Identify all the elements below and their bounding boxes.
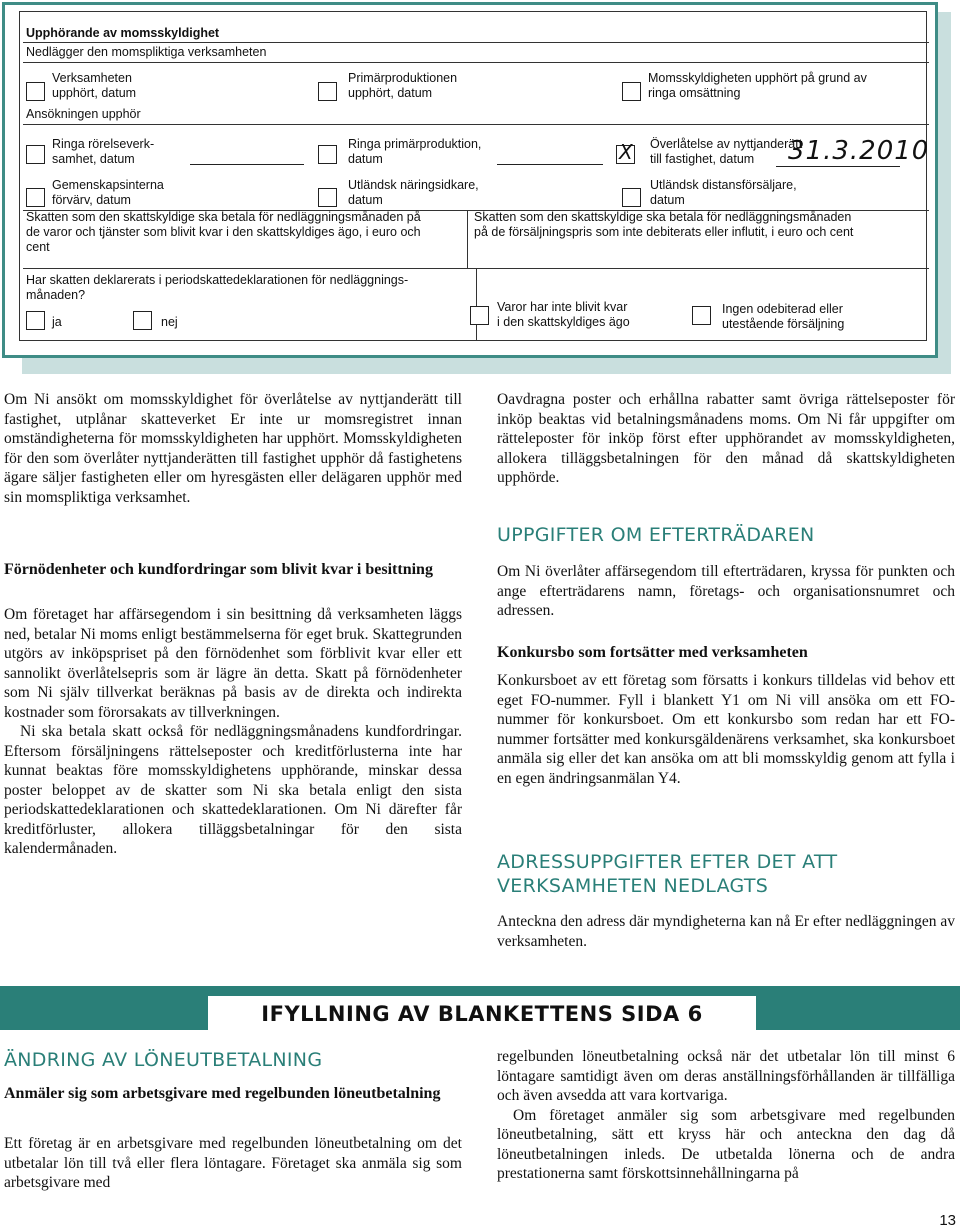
right-column-2 — [497, 562, 955, 621]
ringa-omsattning-checkbox[interactable] — [622, 82, 641, 101]
overlatelse-label: Överlåtelse av nyttjanderätt till fastighet, datum — [650, 137, 803, 166]
varor-kvar-checkbox[interactable] — [470, 306, 489, 325]
right-column-3 — [497, 671, 955, 788]
loneutbetalning-heading: ÄNDRING AV LÖNEUTBETALNING — [4, 1049, 323, 1071]
bottom-right-paragraph-2: Om företaget anmäler sig som arbetsgivare med regelbunden löneutbetalning, sätt ett kryss här och anteckna den dag då löneutbetalningen inleds. De utbetalda lönerna och de andra prestationerna samt förskottsinnehållningarna på — [497, 1106, 955, 1182]
ja-checkbox[interactable] — [26, 311, 45, 330]
left-paragraph-3: Ni ska betala skatt också för nedläggningsmånadens kundfordringar. Eftersom försäljningens rättelseposter och kreditförlusterna inte har kunnat beaktas före momsskyldighetens upphörande, minskar dessa poster beloppet av de skatter som Ni ska betala enligt den sista periodskattedeklarationen och skattedeklarationen. Om Ni därefter får kreditförluster, allokera tilläggsbetalningar för den sista kalendermånaden. — [4, 723, 462, 857]
successor-heading: UPPGIFTER OM EFTERTRÄDAREN — [497, 524, 815, 546]
right-paragraph-3: Konkursboet av ett företag som försatts i konkurs tilldelas vid behov ett eget FO-nummer. Fyll i blankett Y1 om Ni vill ansöka om ett FO-nummer för konkursboet. Om ett konkursbo som redan har ett FO-nummer fortsätter med konkursgäldenärens verksamhet, ska konkursboet anmäla sig eller det kan ansöka om att bli momsskyldig genom att fylla i en egen ändringsanmälan Y4. — [497, 672, 955, 787]
bottom-left-column — [4, 1134, 462, 1193]
form-divider — [23, 42, 929, 43]
ringa-rorelse-checkbox[interactable] — [26, 145, 45, 164]
ringa-omsattning-label: Momsskyldigheten upphört på grund av ringa omsättning — [648, 71, 867, 100]
skatten-fors-label: Skatten som den skattskyldige ska betala för nedläggningsmånaden på de försäljningspris som inte debiterats eller influtit, i euro och cent — [474, 210, 854, 239]
nej-label: nej — [161, 315, 178, 329]
utlandsk-naring-checkbox[interactable] — [318, 188, 337, 207]
bottom-right-column — [497, 1047, 955, 1184]
primarproduktionen-checkbox[interactable] — [318, 82, 337, 101]
utlandsk-distans-checkbox[interactable] — [622, 188, 641, 207]
form-divider — [476, 268, 477, 340]
utlandsk-naring-label: Utländsk näringsidkare, datum — [348, 178, 479, 207]
left-paragraph-2: Om företaget har affärsegendom i sin besittning då verksamheten läggs ned, betalar Ni moms enligt bestämmelserna för eget bruk. Skattegrunden utgörs av inköpspriset på den förnödenhet som förblivit kvar eller ett sannolikt överlåtelsepris som är lägre än detta. Skatt på förnödenheter som Ni själv tillverkat beräknas på basis av de direkta och indirekta kostnader som förorsakats av tillverkningen. — [4, 606, 462, 721]
ringa-primar-checkbox[interactable] — [318, 145, 337, 164]
ansokningen-label: Ansökningen upphör — [26, 107, 141, 121]
arbetsgivare-subheading: Anmäler sig som arbetsgivare med regelbunden löneutbetalning — [4, 1085, 441, 1102]
right-column-4 — [497, 912, 955, 951]
overlatelse-date-value: 31.3.2010 — [788, 136, 930, 166]
left-heading: Förnödenheter och kundfordringar som blivit kvar i besittning — [4, 561, 433, 578]
address-heading: ADRESSUPPGIFTER EFTER DET ATT VERKSAMHETEN NEDLAGTS — [497, 851, 838, 897]
left-column-2 — [4, 605, 462, 859]
odebiterad-checkbox[interactable] — [692, 306, 711, 325]
right-column — [497, 390, 955, 488]
gemenskap-label: Gemenskapsinterna förvärv, datum — [52, 178, 164, 207]
right-paragraph-1: Oavdragna poster och erhållna rabatter samt övriga rättelseposter för inköp beaktas vid betalningsmånadens moms. Om Ni får uppgifter om rätteleposter för inköp först efter upphörandet av momsskyldigheten, allokera tilläggsbetalningen för den månad då skattskyldigheten upphörde. — [497, 391, 955, 486]
ringa-rorelse-label: Ringa rörelseverk- samhet, datum — [52, 137, 155, 166]
odebiterad-label: Ingen odebiterad eller utestående försäljning — [722, 302, 845, 331]
form-title: Upphörande av momsskyldighet — [26, 26, 220, 40]
overlatelse-check-mark: X — [619, 140, 633, 164]
bottom-right-paragraph-1: regelbunden löneutbetalning också när det utbetalar lön till minst 6 löntagare samtidigt även om deras anställningsförhållanden är tillfälliga och även avsedda att vara kortvariga. — [497, 1048, 955, 1104]
primarproduktionen-label: Primärproduktionen upphört, datum — [348, 71, 458, 100]
form-subtitle: Nedlägger den momspliktiga verksamheten — [26, 45, 267, 59]
form-divider — [467, 210, 468, 268]
ja-label: ja — [52, 315, 62, 329]
nej-checkbox[interactable] — [133, 311, 152, 330]
varor-kvar-label: Varor har inte blivit kvar i den skattskyldiges ägo — [497, 300, 630, 329]
ringa-rorelse-date-field[interactable] — [190, 164, 304, 165]
bottom-left-paragraph: Ett företag är en arbetsgivare med regelbunden löneutbetalning om det utbetalar lön till två eller flera löntagare. Företaget ska anmäla sig som arbetsgivare med — [4, 1135, 462, 1191]
form-divider — [23, 124, 929, 125]
form-divider — [23, 62, 929, 63]
gemenskap-checkbox[interactable] — [26, 188, 45, 207]
page-number: 13 — [939, 1212, 956, 1229]
deklarerats-label: Har skatten deklarerats i periodskattedeklarationen för nedläggnings- månaden? — [26, 273, 409, 302]
overlatelse-date-field[interactable] — [776, 166, 900, 167]
ringa-primar-date-field[interactable] — [497, 164, 603, 165]
left-paragraph-1: Om Ni ansökt om momsskyldighet för överlåtelse av nyttjanderätt till fastighet, utplånar skatteverket Er inte ur momsregistret innan omständigheterna för momsskyldigheten har upphört. Momsskyldigheten för den som överlåter nyttjanderätten till fastighet upphör då fastighetens ägare säljer fastigheten eller om hyresgästen eller delägaren upphör med sin momspliktiga verksamhet. — [4, 391, 462, 506]
ringa-primar-label: Ringa primärproduktion, datum — [348, 137, 482, 166]
section-banner-title: IFYLLNING AV BLANKETTENS SIDA 6 — [208, 996, 756, 1032]
verksamheten-label: Verksamheten upphört, datum — [52, 71, 137, 100]
right-paragraph-2: Om Ni överlåter affärsegendom till efterträdaren, kryssa för punkten och ange efterträdarens namn, företags- och organisationsnumret och adressen. — [497, 563, 955, 619]
skatten-agor-label: Skatten som den skattskyldige ska betala för nedläggningsmånaden på de varor och tjänster som blivit kvar i den skattskyldiges ägo, i euro och cent — [26, 210, 421, 254]
utlandsk-distans-label: Utländsk distansförsäljare, datum — [650, 178, 797, 207]
left-column — [4, 390, 462, 507]
verksamheten-checkbox[interactable] — [26, 82, 45, 101]
right-paragraph-4: Anteckna den adress där myndigheterna kan nå Er efter nedläggningen av verksamheten. — [497, 913, 955, 950]
konkursbo-heading: Konkursbo som fortsätter med verksamheten — [497, 644, 808, 661]
